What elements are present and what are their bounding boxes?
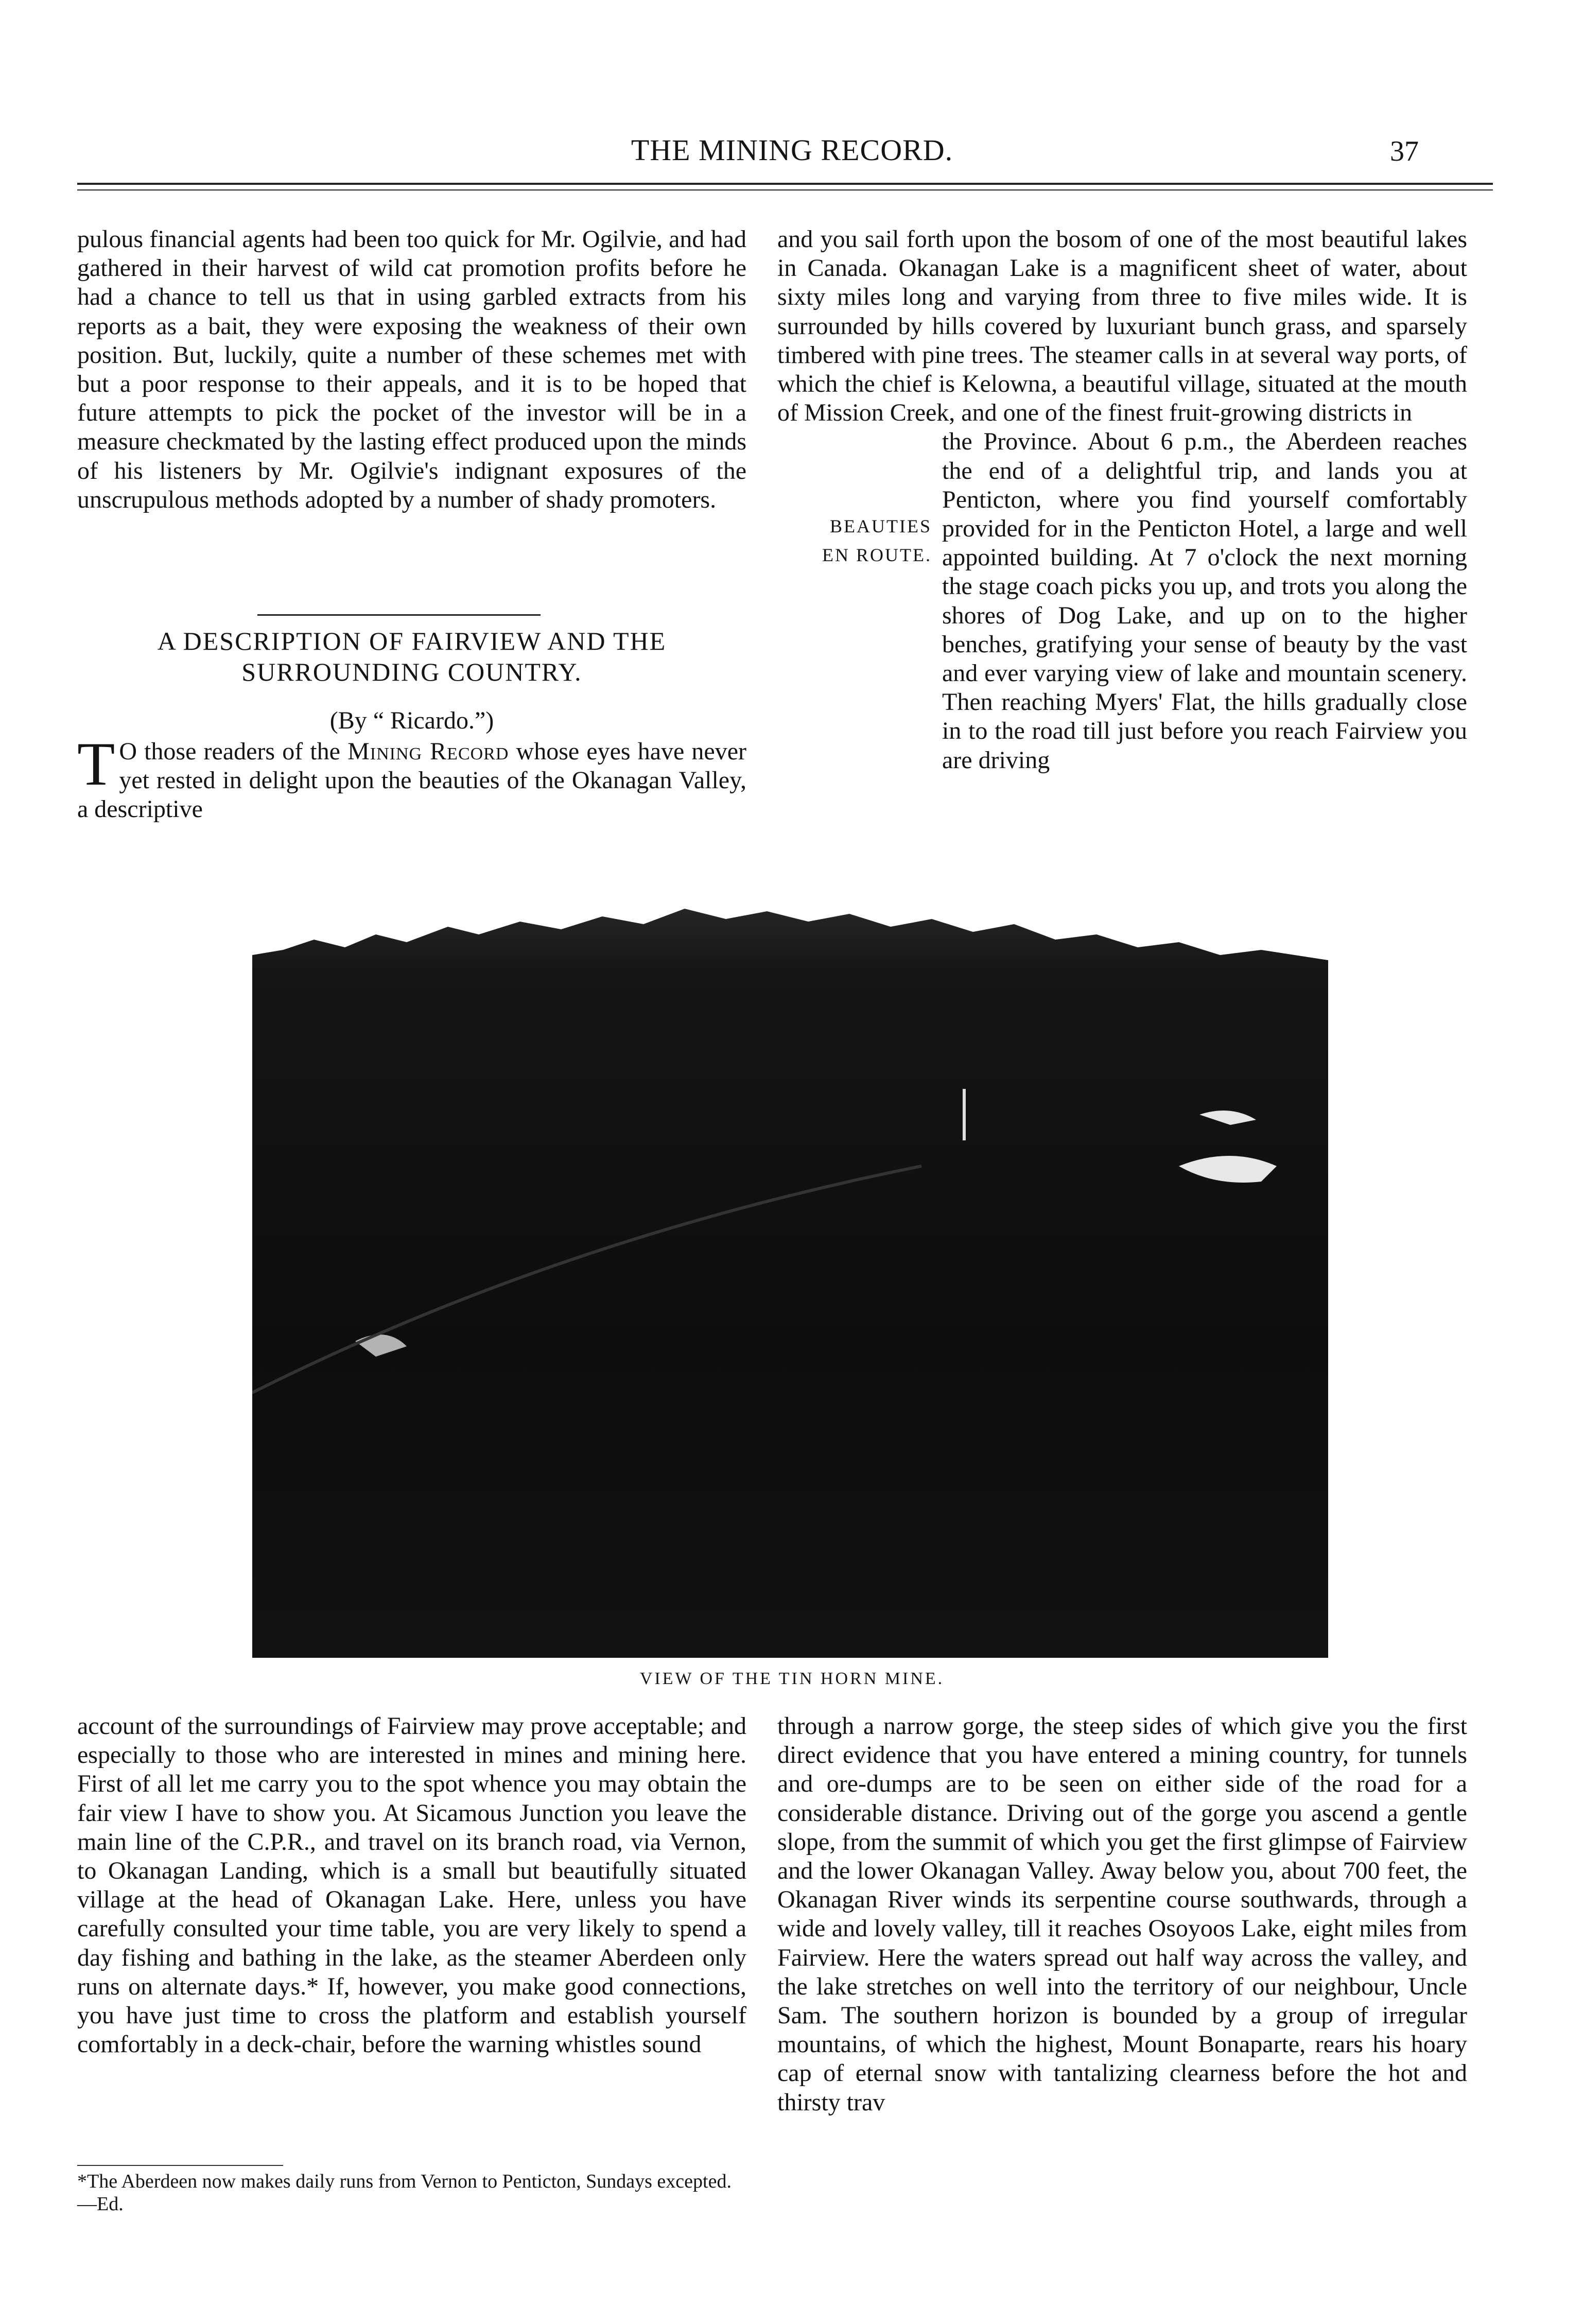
right-bottom-paragraph: through a narrow gorge, the steep sides of which give you the first direct evidence that you have entered a mining country, for tunnels and ore-dumps are to be seen on either side of the road for a considerable distance. Driving out of the gorge you ascend a gentle slope, from the summit of which you get the first glimpse of Fairview and the lower Okanagan Valley. Away below you, about 700 feet, the Okanagan River winds its serpentine course southwards, through a wide and lovely valley, till it reaches Osoyoos Lake, eight miles from Fairview. Here the waters spread out half way across the valley, and the lake stretches on well into the territory of our neighbour, Uncle Sam. The southern horizon is bounded by a group of irregular mountains, of which the highest, Mount Bonaparte, rears his hoary cap of eternal snow with tantalizing clearness before the hot and thirsty trav <box>777 1712 1467 2116</box>
left-column-top <box>77 225 746 514</box>
article-intro <box>77 730 747 824</box>
drop-cap: T <box>77 730 115 798</box>
right-column-bottom <box>777 1712 1467 2117</box>
intro-text-b: whose eyes have never yet rested in delight upon the beauties of the Okanagan Valley, a descriptive <box>77 738 747 823</box>
article-byline: (By “ Ricardo.”) <box>329 707 494 734</box>
header-rule-thin <box>77 189 1493 190</box>
photo-scenery <box>252 878 1328 1658</box>
left-column-bottom <box>77 1712 746 2059</box>
right-paragraph-b: the Province. About 6 p.m., the Aberdeen reaches the end of a delightful trip, and lands you at Penticton, where you find yourself comfortably provided for in the Penticton Hotel, a large and well appointed building. At 7 o'clock the next morning the stage coach picks you up, and trots you along the shores of Dog Lake, and up on to the higher benches, gratifying your sense of beauty by the vast and ever varying view of lake and mountain scenery. Then reaching Myers' Flat, the hills gradually close in to the road till just before you reach Fairview you are driving <box>942 428 1467 774</box>
page-number: 37 <box>1390 135 1419 167</box>
intro-text-a: O those readers of the <box>119 738 348 765</box>
footnote-rule <box>77 2165 283 2166</box>
running-header-title: THE MINING RECORD. <box>631 133 953 167</box>
publication-name: Mining Record <box>347 738 509 765</box>
left-bottom-paragraph: account of the surroundings of Fairview may prove acceptable; and especially to those who are interested in mines and mining here. First of all let me carry you to the spot whence you may obtain the fair view I have to show you. At Sicamous Junction you leave the main line of the C.P.R., and travel on its branch road, via Vernon, to Okanagan Landing, which is a small but beautifully situated village at the head of Okanagan Lake. Here, unless you have carefully consulted your time table, you are very likely to spend a day fishing and bathing in the lake, as the steamer Aberdeen only runs on alternate days.* If, however, you make good connections, you have just time to cross the platform and establish yourself comfortably in a deck-chair, before the warning whistles sound <box>77 1712 746 2058</box>
right-column-top <box>777 225 1467 775</box>
article-heading: A DESCRIPTION OF FAIRVIEW AND THE SURROUNDING COUNTRY. <box>157 627 667 686</box>
sidenote-line-2: EN ROUTE. <box>822 545 932 565</box>
header-rule <box>77 183 1493 185</box>
tin-horn-mine-photo <box>252 878 1328 1658</box>
sidenote-line-1: BEAUTIES <box>830 516 932 536</box>
footnote: *The Aberdeen now makes daily runs from Vernon to Penticton, Sundays excepted.—Ed. <box>77 2171 732 2215</box>
right-paragraph-a: and you sail forth upon the bosom of one of the most beautiful lakes in Canada. Okanagan Lake is a magnificent sheet of water, about sixty miles long and varying from three to five miles wide. It is surrounded by hills covered by luxuriant bunch grass, and sparsely timbered with pine trees. The steamer calls in at several way ports, of which the chief is Kelowna, a beautiful village, situated at the mouth of Mission Creek, and one of the finest fruit-growing districts in <box>777 226 1467 427</box>
section-divider <box>257 614 541 616</box>
continued-paragraph: pulous financial agents had been too quick for Mr. Ogilvie, and had gathered in their harvest of wild cat promotion profits before he had a chance to tell us that in using garbled extracts from his reports as a bait, they were exposing the weakness of their own position. But, luckily, quite a number of these schemes met with but a poor response to their appeals, and it is to be hoped that future attempts to pick the pocket of the investor will be in a measure checkmated by the lasting effect produced upon the minds of his listeners by Mr. Ogilvie's indignant exposures of the unscrupulous methods adopted by a number of shady promoters. <box>77 226 746 513</box>
photo-caption: VIEW OF THE TIN HORN MINE. <box>639 1669 945 1688</box>
